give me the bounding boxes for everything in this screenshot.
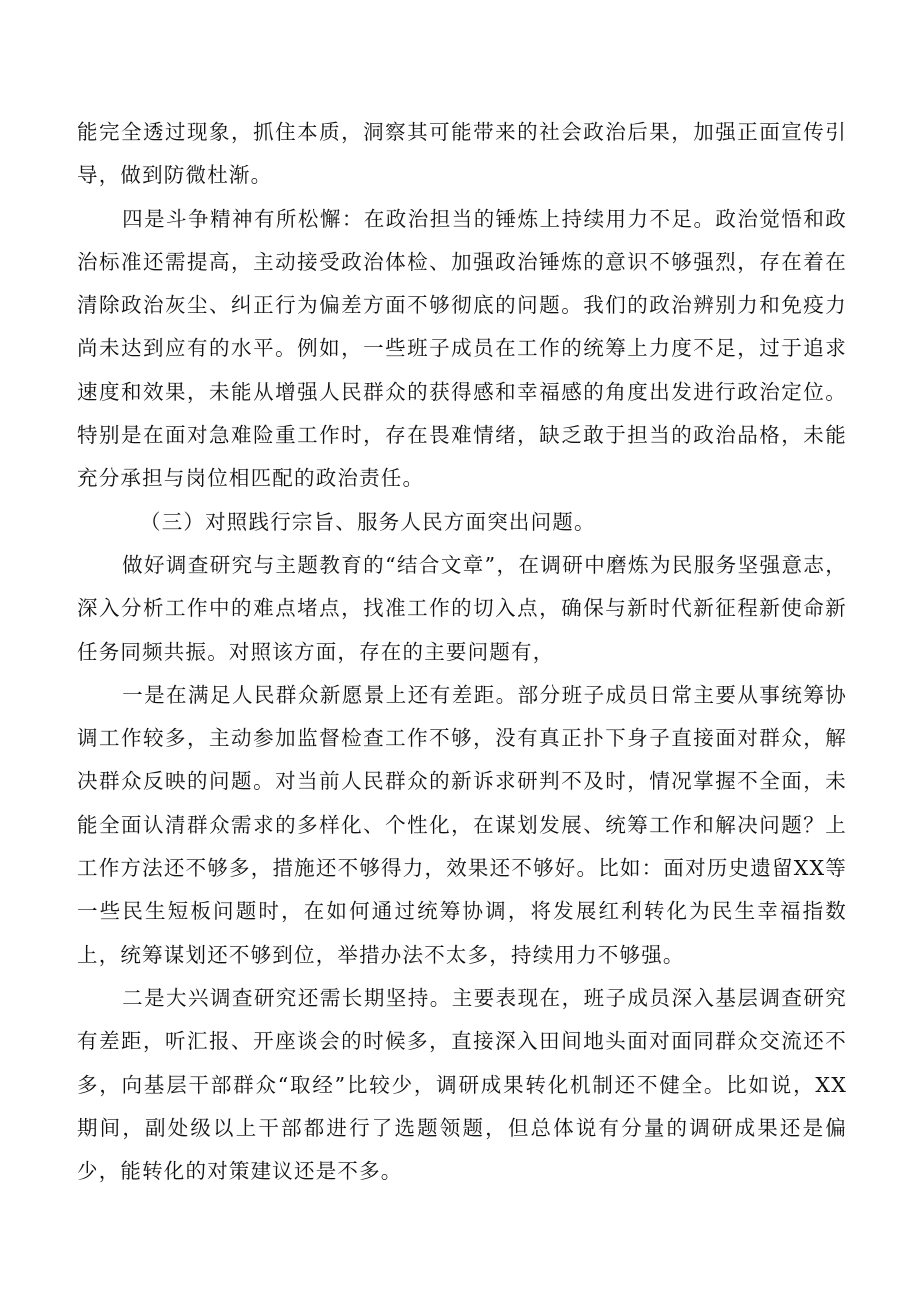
paragraph-continuation: 能完全透过现象，抓住本质，洞察其可能带来的社会政治后果，加强正面宣传引导，做到防微杜渐。: [77, 120, 847, 188]
paragraph-first-point: 一是在满足人民群众新愿景上还有差距。部分班子成员日常主要从事统筹协调工作较多，主动参加监督检查工作不够，没有真正扑下身子直接面对群众，解决群众反映的问题。对当前人民群众的新诉求研判不及时，情况掌握不全面，未能全面认清群众需求的多样化、个性化，在谋划发展、统筹工作和解决问题？上工作方法还不够多，措施还不够得力，效果还不够好。比如：面对历史遗留XX等一些民生短板问题时，在如何通过统筹协调，将发展红利转化为民生幸福指数上，统筹谋划还不够到位，举措办法不太多，持续用力不够强。: [77, 682, 847, 967]
document-body: [77, 111, 847, 1193]
section-heading-three: （三）对照践行宗旨、服务人民方面突出问题。: [140, 509, 596, 534]
paragraph-fourth-point: 四是斗争精神有所松懈：在政治担当的锤炼上持续用力不足。政治觉悟和政治标准还需提高，主动接受政治体检、加强政治锤炼的意识不够强烈，存在着在清除政治灰尘、纠正行为偏差方面不够彻底的问题。我们的政治辨别力和免疫力尚未达到应有的水平。例如，一些班子成员在工作的统筹上力度不足，过于追求速度和效果，未能从增强人民群众的获得感和幸福感的角度出发进行政治定位。特别是在面对急难险重工作时，存在畏难情绪，缺乏敢于担当的政治品格，未能充分承担与岗位相匹配的政治责任。: [77, 206, 847, 491]
paragraph-second-point: 二是大兴调查研究还需长期坚持。主要表现在，班子成员深入基层调查研究有差距，听汇报、开座谈会的时候多，直接深入田间地头面对面同群众交流还不多，向基层干部群众“取经”比较少，调研成果转化机制还不健全。比如说，XX期间，副处级以上干部都进行了选题领题，但总体说有分量的调研成果还是偏少，能转化的对策建议还是不多。: [77, 985, 847, 1184]
paragraph-section-intro: 做好调查研究与主题教育的“结合文章”，在调研中磨炼为民服务坚强意志，深入分析工作中的难点堵点，找准工作的切入点，确保与新时代新征程新使命新任务同频共振。对照该方面，存在的主要问题有，: [77, 552, 847, 664]
